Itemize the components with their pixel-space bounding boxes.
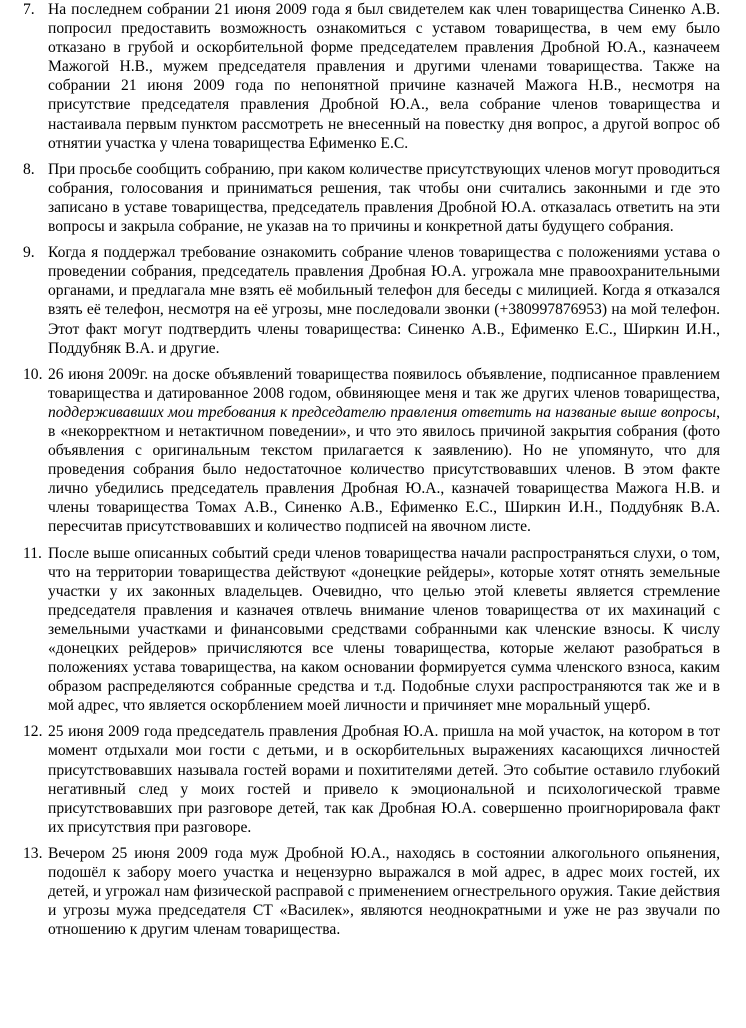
item-number: 12. — [23, 723, 43, 741]
item-text: На последнем собрании 21 июня 2009 года я был свидетелем как член товарищества Синенко А.В. попросил предоставить возможность ознакомиться с уставом товарищества, в чем ему было отказано в грубой и оскорбительной форме председателем правления Дробной Ю.А., казначеем Мажогой Н.В., мужем председателя правления и другими членами товарищества. Также на собрании 21 июня 2009 года по непонятной причине казначей Мажога Н.В., несмотря на присутствие председателя правления Дробной Ю.А., вела собрание членов товарищества и настаивала первым пунктом рассмотреть не внесенный на повестку дня вопрос, а другой вопрос об отнятии участка у члена товарищества Ефименко Е.С. — [48, 1, 720, 152]
item-text: 25 июня 2009 года председатель правления Дробная Ю.А. пришла на мой участок, на котором в тот момент отдыхали мои гости с детьми, и в оскорбительных выражениях касающихся личностей присутствовавших называла гостей ворами и похитителями детей. Это событие оставило глубокий негативный след у моих гостей и привело к эмоциональной и психологической травме присутствовавших при разговоре детей, так как Дробная Ю.А. совершенно проигнорировала факт их присутствия при разговоре. — [48, 723, 720, 836]
item-number: 8. — [23, 160, 35, 178]
item-number: 13. — [23, 844, 43, 862]
item-text: Вечером 25 июня 2009 года муж Дробной Ю.А., находясь в состоянии алкогольного опьянения, подошёл к забору моего участка и нецензурно выражался в мой адрес, в адрес моих гостей, их детей, и угрожал нам физической расправой с применением огнестрельного оружия. Такие действия и угрозы мужа председателя СТ «Василек», являются неоднократными и уже не раз звучали по отношению к другим членам товарищества. — [48, 844, 720, 939]
item-number: 11. — [23, 544, 42, 562]
list-item-8 — [0, 160, 746, 236]
list-item-12 — [0, 722, 746, 837]
item-text-end: , в «некорректном и нетактичном поведении», и что это явилось причиной закрытия собрания (фото объявления с оригинальным текстом прилагается к заявлению). Но не упомянуто, что для проведения собрания было недостаточное количество присутствовавших членов. В этом факте лично убедились председатель правления Дробная Ю.А., казначей товарищества Мажога Н.В. и члены товарищества Томах А.В., Синенко А.В., Ефименко Е.С., Ширкин И.Н., Поддубняк В.А. пересчитав присутствовавших и количество подписей на явочном листе. — [48, 403, 720, 536]
item-number: 7. — [23, 1, 35, 18]
item-text: Когда я поддержал требование ознакомить собрание членов товарищества с положениями устава о проведении собрания, председатель правления Дробная Ю.А. угрожала мне правоохранительными органами, и предлагала мне взять её мобильный телефон для беседы с милицией. Когда я отказался взять её телефон, несмотря на её угрозы, мне последовали звонки (+380997876953) на мой телефон. Этот факт могут подтвердить члены товарищества: Синенко А.В., Ефименко Е.С., Ширкин И.Н., Поддубняк В.А. и другие. — [48, 244, 720, 357]
list-item-9 — [0, 243, 746, 358]
item-text-italic: поддерживавших мои требования к председателю правления ответить на названые выше вопросы — [48, 403, 717, 421]
item-number: 10. — [23, 365, 43, 383]
list-item-11 — [0, 544, 746, 716]
item-text-start: 26 июня 2009г. на доске объявлений товарищества появилось объявление, подписанное правлением товарищества и датированное 2008 годом, обвиняющее меня и так же других членов товарищества, — [48, 365, 720, 402]
item-number: 9. — [23, 244, 35, 262]
list-item-7 — [0, 0, 746, 153]
list-item-13 — [0, 844, 746, 939]
list-item-10 — [0, 365, 746, 537]
item-text: После выше описанных событий среди членов товарищества начали распространяться слухи, о том, что на территории товарищества действуют «донецкие рейдеры», которые хотят отнять земельные участки у их законных владельцев. Очевидно, что целью этой клеветы является стремление председателя правления и казначея отвлечь внимание членов товарищества от их махинаций с земельными участками и финансовыми средствами собранными как членские взносы. К числу «донецких рейдеров» причисляются все члены товарищества, которые желают разобраться в положениях устава товарищества, на каком основании формируется сумма членского взноса, каким образом распределяются собранные средства и т.д. Подобные слухи распространяются так же и в мой адрес, что является оскорблением моей личности и причиняет мне моральный ущерб. — [48, 544, 720, 715]
item-text: При просьбе сообщить собранию, при каком количестве присутствующих членов могут проводиться собрания, голосования и приниматься решения, так чтобы они считались законными и где это записано в уставе товарищества, председатель правления Дробной Ю.А. отказалась ответить на эти вопросы и закрыла собрание, не указав на то причины и конкретной даты будущего собрания. — [48, 160, 720, 236]
